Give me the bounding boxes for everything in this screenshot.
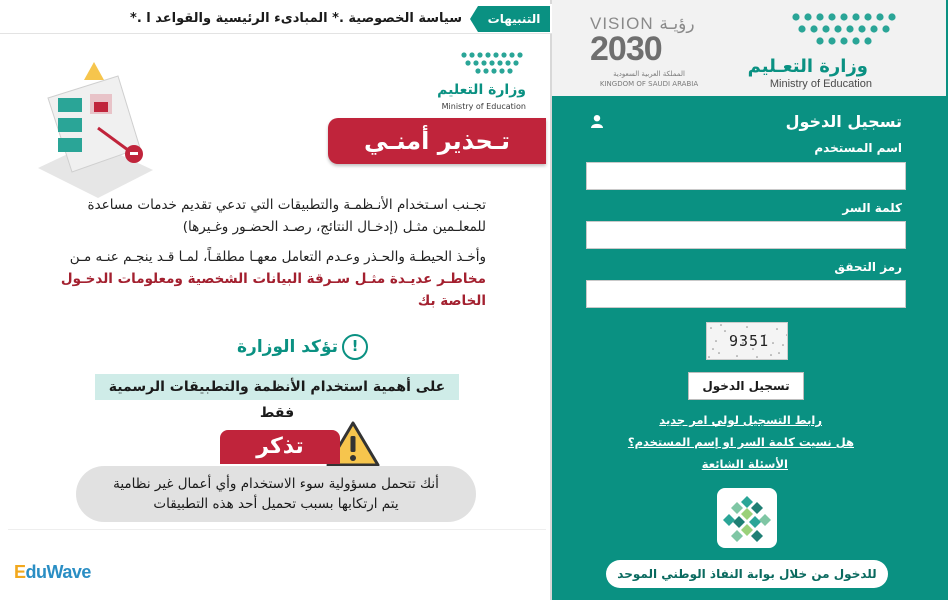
username-input[interactable] [586, 162, 906, 190]
remember-note [76, 466, 476, 522]
announcements-ticker [0, 4, 552, 34]
remember-title: تذكر [220, 430, 340, 464]
vision-year: 2030 [590, 30, 662, 68]
nafath-logo[interactable] [717, 488, 777, 548]
password-label: كلمة السر [842, 201, 902, 215]
security-warning-poster [8, 38, 546, 530]
nafath-login-button[interactable]: للدخول من خلال بوابة النفاذ الوطني الموحد [606, 560, 888, 588]
exclamation-icon: ! [342, 334, 368, 360]
eduwave-logo [14, 562, 91, 583]
vision-label: VISION رؤيـة [590, 14, 695, 33]
eduwave-logo-rest: duWave [25, 562, 91, 582]
username-label: اسم المستخدم [814, 141, 902, 155]
forgot-credentials-link[interactable]: هل نسيت كلمة السر او إسم المستخدم؟ [627, 435, 854, 449]
captcha-image [706, 322, 788, 360]
moe-logo-small [418, 48, 528, 111]
nafath-emblem-icon [717, 488, 777, 548]
official-apps-only-note: على أهمية استخدام الأنظمة والتطبيقات الرسمية فقط [95, 374, 459, 400]
remember-line-1: أنك تتحمل مسؤولية سوء الاستخدام وأي أعمال غير نظامية [113, 476, 439, 492]
captcha-code: 9351 [729, 332, 770, 350]
faq-link[interactable]: الأسئلة الشائعة [701, 457, 788, 471]
captcha-label: رمز التحقق [834, 260, 902, 274]
laptop-warning-illustration [28, 58, 158, 208]
warning-paragraph-1: تجـنب اسـتخدام الأنـظمـة والتطبيقات التي تدعي تقديم خدمات مساعدة للمعلـمين مثـل (إدخـال النتائج، رصـد الحضـور وغـيرها) [87, 197, 486, 235]
guardian-registration-link[interactable]: رابط التسجيل لولي امر جديد [659, 413, 822, 427]
moe-logo-en: Ministry of Education [769, 78, 872, 90]
ministry-confirms-label: تؤكد الوزارة [237, 337, 338, 357]
moe-dots-emblem-large [788, 10, 902, 50]
warning-paragraph-2-plain: وأخـذ الحيطـة والحـذر وعـدم التعامل معهـا مطلقـاً، لمـا قـد ينجـم عنـه مـن [69, 249, 486, 265]
eduwave-logo-e: E [14, 562, 26, 582]
security-warning-title: تـحذير أمنـي [328, 118, 546, 164]
vision-country-ar: المملكة العربية السعودية [613, 70, 685, 78]
ticker-text[interactable]: سياسة الخصوصية .* المبادىء الرئيسية والقواعد ا .* [130, 11, 462, 26]
login-button[interactable]: تسجيل الدخول [688, 372, 804, 400]
moe-name-ar: وزارة التعليم [437, 82, 526, 98]
vision-2030-logo [590, 10, 710, 90]
header-logos [552, 0, 946, 96]
password-input[interactable] [586, 221, 906, 249]
remember-line-2: يتم ارتكابها بسبب تحميل أحد هذه التطبيقات [153, 496, 399, 512]
ticker-badge: التنبيهات [478, 6, 550, 32]
moe-dots-emblem [458, 50, 528, 76]
ministry-confirms-heading [208, 334, 368, 364]
moe-name-en: Ministry of Education [441, 102, 526, 111]
warning-paragraph-2 [46, 246, 486, 312]
moe-logo-ar: وزارة التعـليم [747, 56, 868, 77]
login-title: تسجيل الدخول [785, 112, 902, 131]
moe-logo [728, 8, 928, 92]
user-icon [590, 114, 604, 128]
vision-country-en: KINGDOM OF SAUDI ARABIA [599, 80, 699, 88]
captcha-input[interactable] [586, 280, 906, 308]
warning-paragraph-2-risks: مخاطـر عديـدة مثـل سـرقة البيانات الشخصية ومعلومات الدخـول الخاصة بك [60, 271, 486, 309]
